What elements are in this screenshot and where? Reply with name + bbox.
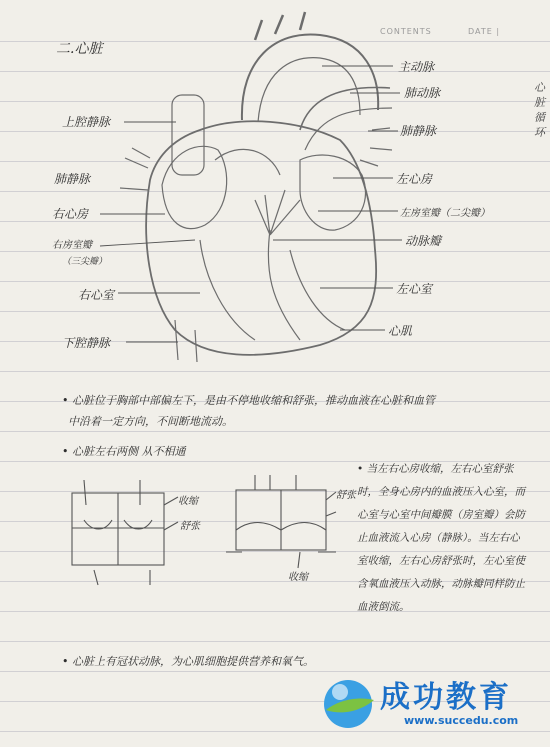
label-inferior-vena-cava: 下腔静脉	[62, 336, 111, 350]
globe-icon	[318, 670, 378, 736]
page-title: 二.心脏	[56, 41, 103, 57]
note-2: • 心脏左右两侧 从不相通	[62, 445, 186, 458]
note-1-line-1: • 心脏位于胸部中部偏左下，是由不停地收缩和舒张，推动血液在心脏和血管	[62, 394, 435, 407]
diagram-label-contract: 收缩	[178, 496, 198, 507]
label-pulmonary-vein-right: 肺静脉	[400, 124, 437, 138]
label-aorta: 主动脉	[398, 60, 435, 74]
header-date: DATE |	[468, 27, 501, 36]
diagram-label-relax2: 舒张	[336, 490, 356, 501]
diagram-label-contract2: 收缩	[288, 572, 308, 583]
label-right-atrium: 右心房	[52, 207, 89, 221]
logo-url: www.succedu.com	[404, 714, 519, 727]
note-3: • 心脏上有冠状动脉，为心肌细胞提供营养和氧气。	[62, 655, 314, 668]
label-left-atrium: 左心房	[396, 172, 433, 186]
label-tricuspid-valve: 右房室瓣	[52, 240, 92, 251]
label-chordae: 动脉瓣	[405, 234, 442, 248]
label-heart-muscle: 心肌	[388, 324, 413, 338]
label-left-ventricle: 左心室	[396, 282, 433, 296]
label-pulmonary-vein-left: 肺静脉	[54, 172, 91, 186]
label-pulmonary-artery: 肺动脉	[404, 86, 441, 100]
brand-logo	[318, 670, 538, 742]
label-superior-vena-cava: 上腔静脉	[62, 115, 111, 129]
right-note: • 当左右心房收缩，左右心室舒张时，全身心房内的血液压入心室，而心室与心室中间瓣膜（房室瓣）会防止血液流入心房（静脉）。当左右心室收缩，左右心房舒张时，左心室使含氧血液压入动脉，动脉瓣同样防止血液倒流。	[357, 463, 525, 613]
side-tab: 心脏循环	[534, 81, 545, 139]
label-mitral-valve: 左房室瓣（二尖瓣）	[400, 208, 490, 219]
diagram-label-relax: 舒张	[180, 521, 200, 532]
header-contents: CONTENTS	[380, 27, 432, 36]
label-tricuspid-sub: （三尖瓣）	[62, 257, 108, 267]
note-1-line-2: 中沿着一定方向，不间断地流动。	[68, 415, 233, 428]
logo-text: 成功教育	[380, 680, 512, 715]
label-right-ventricle: 右心室	[78, 288, 115, 302]
